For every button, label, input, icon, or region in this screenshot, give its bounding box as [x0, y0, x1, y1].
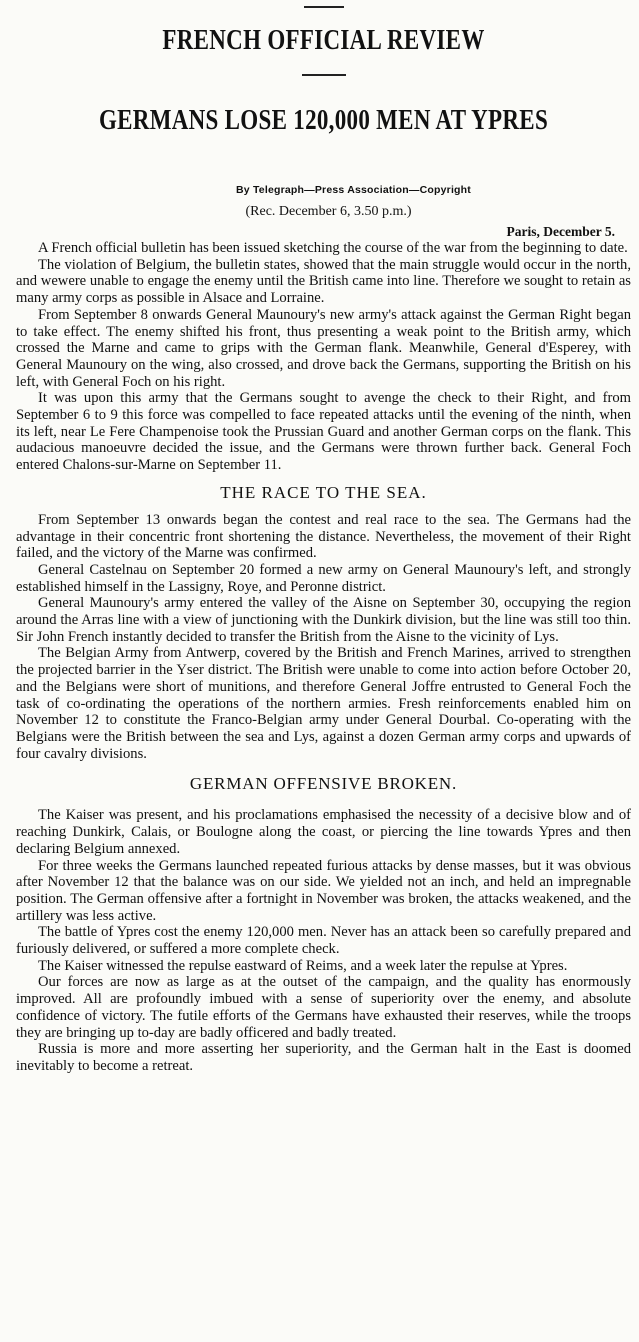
top-rule	[304, 6, 344, 8]
byline: By Telegraph—Press Association—Copyright	[236, 184, 471, 196]
received-time: (Rec. December 6, 3.50 p.m.)	[245, 204, 412, 219]
paragraph: From September 13 onwards began the contest and real race to the sea. The Germans had the advantage in their concentric front shortening the distance. Nevertheless, the movement of their Right failed, and the victory of the Marne was confirmed.	[16, 511, 631, 562]
paragraph: The Kaiser was present, and his proclamations emphasised the necessity of a decisive blow and of reaching Dunkirk, Calais, or Boulogne along the coast, or piercing the line towards Ypres and then declaring Belgium annexed.	[16, 807, 631, 857]
headline-divider	[302, 74, 346, 76]
article-headline: GERMANS LOSE 120,000 MEN AT YPRES	[98, 103, 549, 135]
dateline: Paris, December 5.	[506, 224, 615, 239]
section-german-offensive-broken	[16, 807, 631, 1074]
paragraph: The battle of Ypres cost the enemy 120,000 men. Never has an attack been so carefully prepared and furiously delivered, or suffered a more complete check.	[16, 924, 631, 958]
paragraph: It was upon this army that the Germans sought to avenge the check to their Right, and from September 6 to 9 this force was compelled to face repeated attacks until the evening of the ninth, when its left, near Le Fere Champenoise took the Prussian Guard and another German corps on the flank. This audacious manoeuvre decided the issue, and the Germans were thrown further back. General Foch entered Chalons-sur-Marne on September 11.	[16, 390, 631, 474]
section-introduction	[16, 240, 631, 474]
subheading-german-offensive-broken: GERMAN OFFENSIVE BROKEN.	[189, 774, 458, 794]
paragraph: The violation of Belgium, the bulletin states, showed that the main struggle would occur in the north, and wewere unable to engage the enemy until the British came into line. Therefore we sought to retain as many army corps as possible in Alsace and Lorraine.	[16, 256, 631, 307]
paragraph: From September 8 onwards General Maunoury's new army's attack against the German Right began to take effect. The enemy shifted his front, thus presenting a weak point to the British army, which crossed the Marne and came to grips with the German flank. Meanwhile, General d'Esperey, with General Maunoury on the wing, also crossed, and drove back the Germans, supporting the British on his left, with General Foch on his right.	[16, 306, 631, 390]
paragraph: The Kaiser witnessed the repulse eastward of Reims, and a week later the repulse at Ypres.	[38, 957, 568, 974]
paragraph: Our forces are now as large as at the outset of the campaign, and the quality has enormously improved. All are profoundly imbued with a sense of superiority over the enemy, and absolute confidence of victory. The futile efforts of the Germans have exhausted their reserves, while the troops they are bringing up to-day are badly officered and badly treated.	[16, 974, 631, 1041]
section-race-to-the-sea	[16, 512, 631, 763]
subheading-race-to-the-sea: THE RACE TO THE SEA.	[220, 482, 427, 502]
paragraph: For three weeks the Germans launched repeated furious attacks by dense masses, but it was obvious after November 12 that the balance was on our side. We yielded not an inch, and held an impregnable position. The German offensive after a fortnight in November was broken, the attacks weakened, and the artillery was less active.	[16, 857, 631, 924]
paragraph: General Maunoury's army entered the valley of the Aisne on September 30, occupying the region around the Arras line with a view of junctioning with the Dunkirk division, but the line was still too thin. Sir John French instantly decided to transfer the British from the Aisne to the vicinity of Lys.	[16, 595, 631, 645]
paragraph: Russia is more and more asserting her superiority, and the German halt in the East is doomed inevitably to become a retreat.	[16, 1041, 631, 1074]
article-title: FRENCH OFFICIAL REVIEW	[162, 23, 485, 55]
paragraph: A French official bulletin has been issued sketching the course of the war from the beginning to date.	[38, 240, 628, 256]
paragraph: The Belgian Army from Antwerp, covered by the British and French Marines, arrived to strengthen the projected barrier in the Yser district. The British were unable to come into action before October 20, and the Belgians were short of munitions, and therefore General Joffre entrusted to General Foch the task of co-ordinating the operations of the northern armies. Fresh reinforcements enabled him on November 12 to constitute the Franco-Belgian army under General Dourbal. Co-operating with the Belgians were the British between the sea and Lys, against a dozen German army corps and upwards of four cavalry divisions.	[16, 645, 631, 762]
paragraph: General Castelnau on September 20 formed a new army on General Maunoury's left, and strongly established himself in the Lassigny, Roye, and Peronne district.	[16, 561, 631, 595]
